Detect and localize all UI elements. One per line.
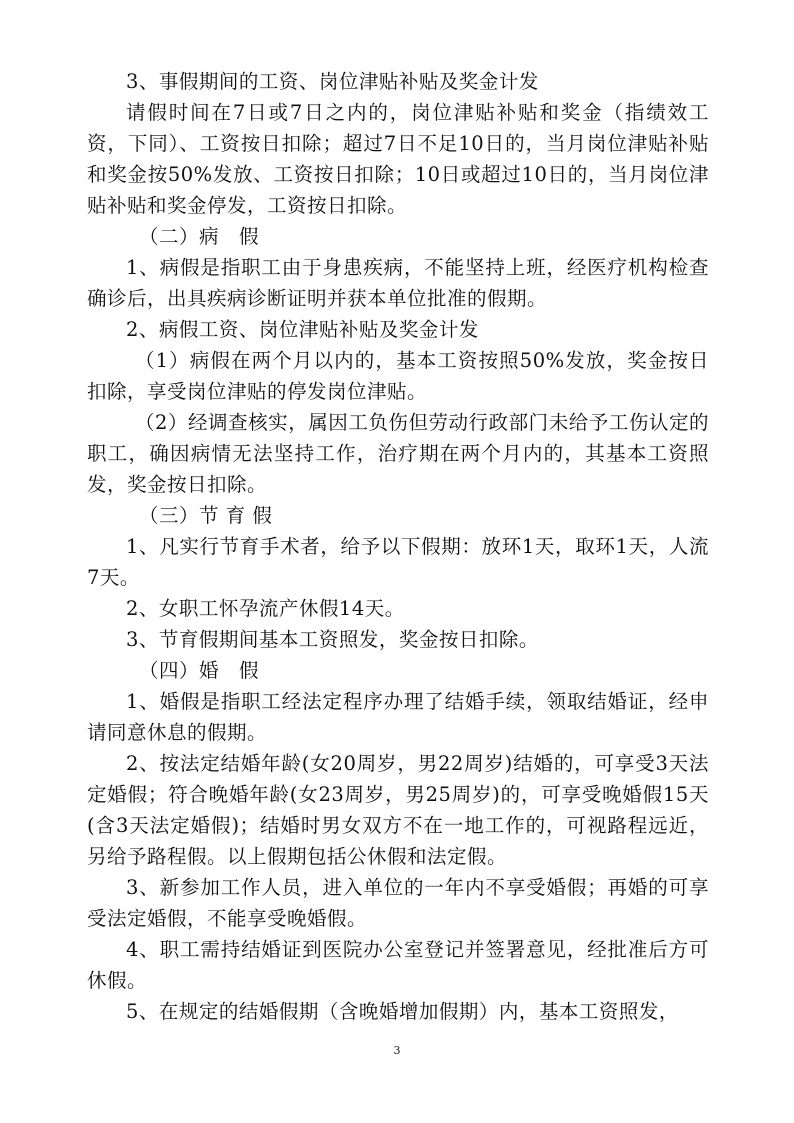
paragraph-personal-leave-pay-heading: 3、事假期间的工资、岗位津贴补贴及奖金计发 [126,70,539,93]
paragraph-marriage-leave-3: 3、新参加工作人员，进入单位的一年内不享受婚假；再婚的可享受法定婚假，不能享受晚婚假。 [87,876,709,930]
paragraph-family-planning-2: 2、女职工怀孕流产休假14天。 [126,597,405,620]
paragraph-marriage-leave-2: 2、按法定结婚年龄(女20周岁，男22周岁)结婚的，可享受3天法定婚假；符合晚婚年龄(女23周岁，男25周岁)的，可享受晚婚假15天(含3天法定婚假)；结婚时男女双方不在一地工作的，可视路程远近，另给予路程假。以上假期包括公休假和法定假。 [87,752,709,868]
paragraph-marriage-leave-1: 1、婚假是指职工经法定程序办理了结婚手续，领取结婚证，经申请同意休息的假期。 [87,690,709,744]
paragraph-sick-leave-rule-2: （2）经调查核实，属因工负伤但劳动行政部门未给予工伤认定的职工，确因病情无法坚持工作，治疗期在两个月内的，其基本工资照发，奖金按日扣除。 [87,411,709,496]
paragraph-sick-leave-rule-1: （1）病假在两个月以内的，基本工资按照50%发放，奖金按日扣除，享受岗位津贴的停发岗位津贴。 [87,349,709,403]
section-heading-marriage-leave: （四）婚 假 [139,659,260,682]
paragraph-sick-leave-definition: 1、病假是指职工由于身患疾病，不能坚持上班，经医疗机构检查确诊后，出具疾病诊断证明并获本单位批准的假期。 [87,256,709,310]
paragraph-family-planning-1: 1、凡实行节育手术者，给予以下假期：放环1天，取环1天，人流7天。 [87,535,709,589]
paragraph-sick-leave-pay-heading: 2、病假工资、岗位津贴补贴及奖金计发 [126,318,479,341]
paragraph-marriage-leave-5: 5、在规定的结婚假期（含晚婚增加假期）内，基本工资照发， [126,1000,679,1023]
paragraph-personal-leave-pay-rules: 请假时间在7日或7日之内的，岗位津贴补贴和奖金（指绩效工资，下同）、工资按日扣除；超过7日不足10日的，当月岗位津贴补贴和奖金按50%发放、工资按日扣除；10日或超过10日的，当月岗位津贴补贴和奖金停发，工资按日扣除。 [87,101,709,217]
section-heading-sick-leave: （二）病 假 [139,225,260,248]
paragraph-marriage-leave-4: 4、职工需持结婚证到医院办公室登记并签署意见，经批准后方可休假。 [87,938,709,992]
paragraph-family-planning-3: 3、节育假期间基本工资照发，奖金按日扣除。 [126,628,539,651]
section-heading-family-planning-leave: （三）节 育 假 [139,504,273,527]
page-number: 3 [393,1044,401,1057]
document-body [87,66,709,1027]
